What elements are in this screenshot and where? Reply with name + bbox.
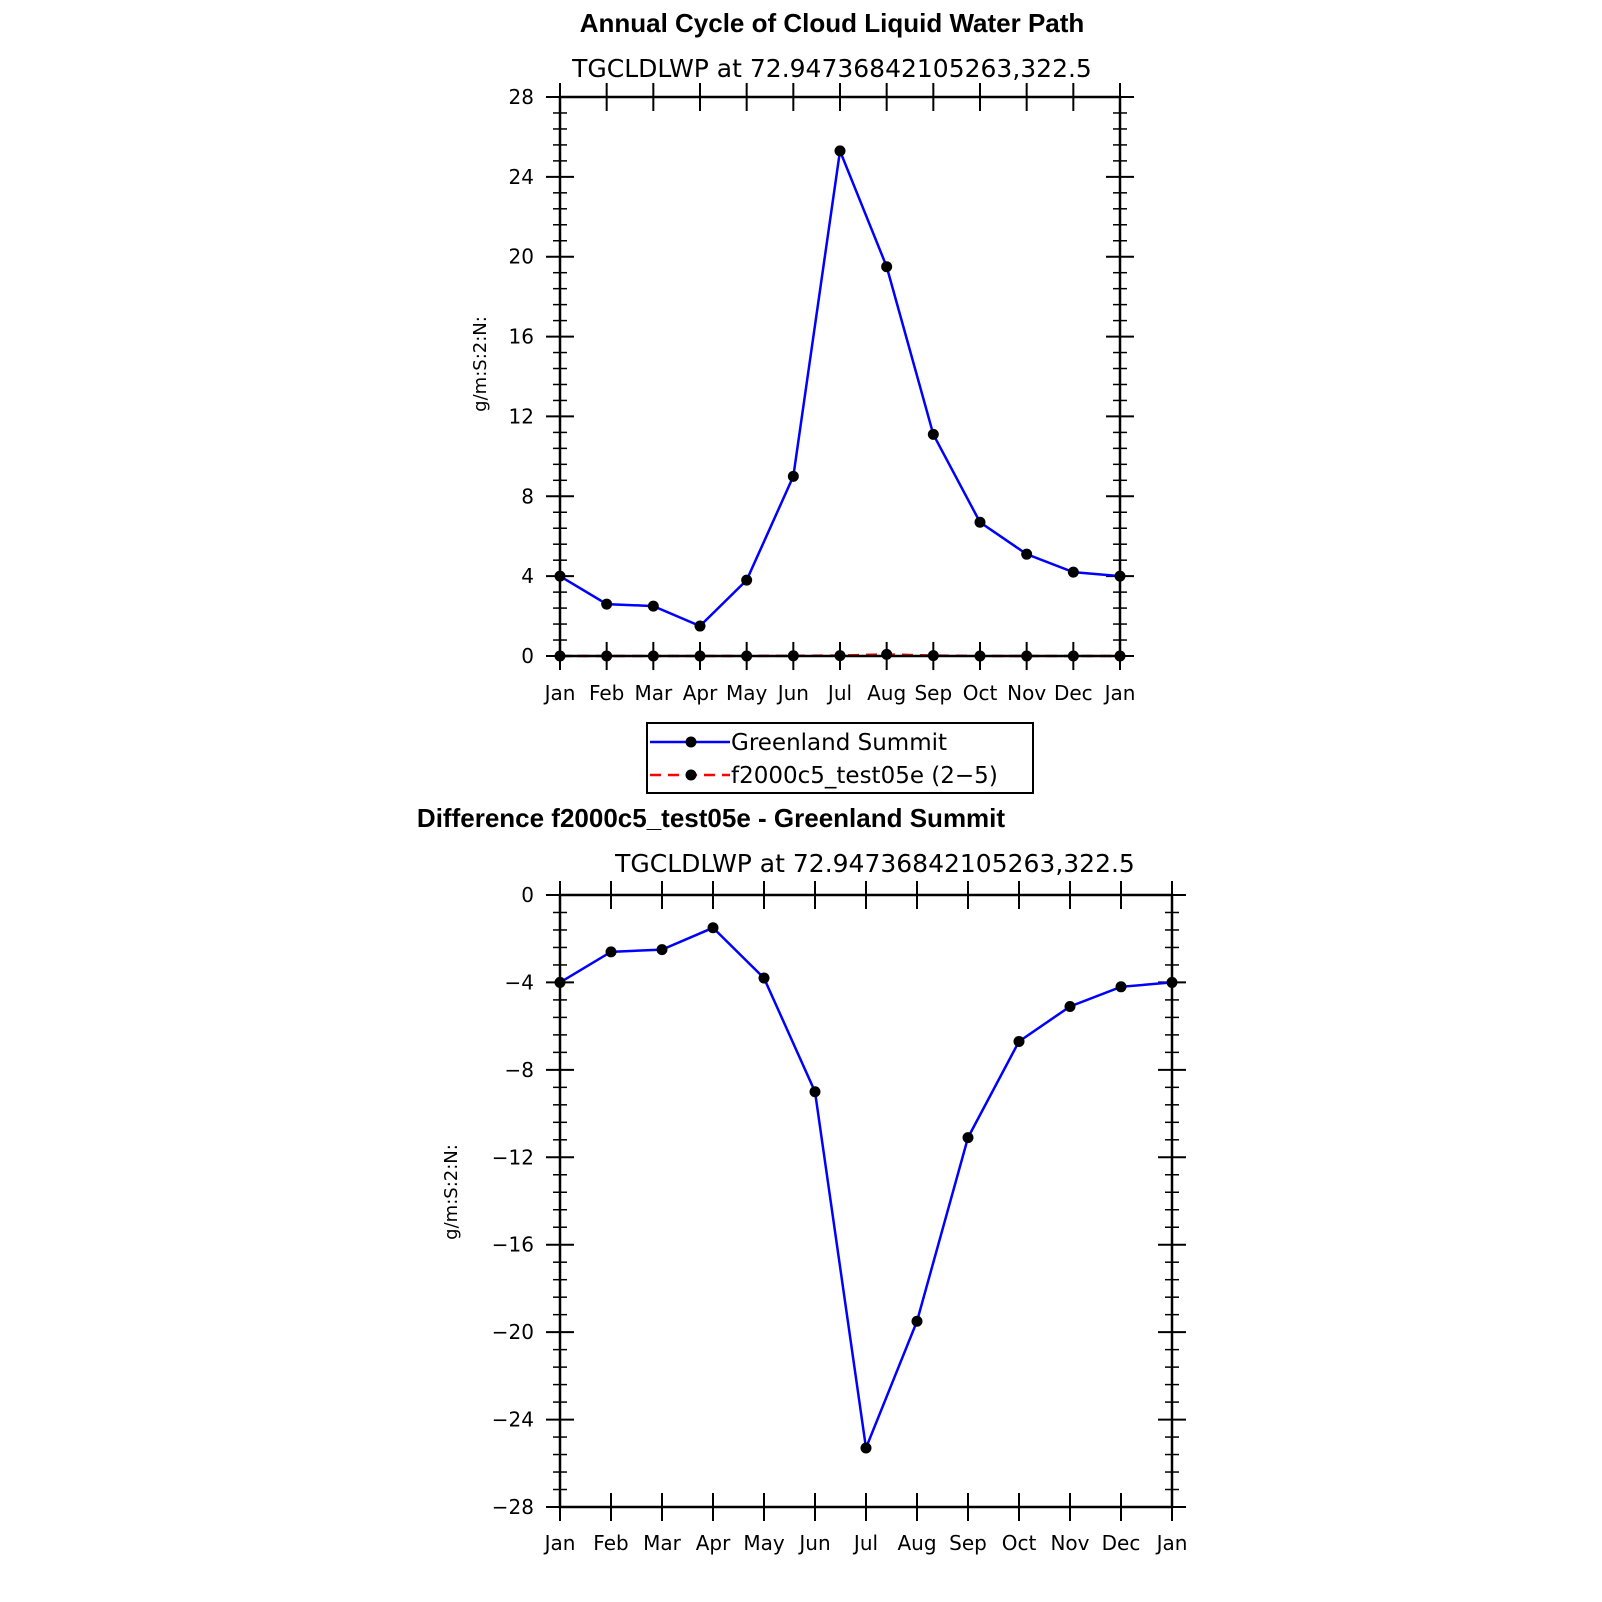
y-tick-label: 28 [508,85,534,109]
x-tick-label: Jan [1104,681,1136,705]
legend-label: Greenland Summit [731,730,948,756]
x-tick-label: Nov [1007,681,1047,705]
x-tick-label: Feb [593,1531,629,1555]
y-tick-label: −20 [491,1320,534,1345]
x-tick-label: Mar [643,1531,681,1555]
data-point [1021,549,1032,560]
y-tick-label: 0 [521,883,534,907]
y-tick-label: 20 [508,244,534,269]
chart-subtitle: TGCLDLWP at 72.94736842105263,322.5 [615,849,1135,878]
x-tick-label: Oct [1001,1531,1037,1555]
x-tick-label: Dec [1053,681,1093,705]
x-tick-label: Nov [1050,1531,1090,1555]
chart-subtitle: TGCLDLWP at 72.94736842105263,322.5 [572,54,1092,83]
chart-title: Annual Cycle of Cloud Liquid Water Path [579,8,1085,38]
legend-label: f2000c5_test05e (2−5) [731,763,998,789]
data-point [912,1316,923,1327]
data-point [975,517,986,528]
data-point [835,145,846,156]
x-tick-label: May [743,1531,785,1555]
data-point [601,599,612,610]
x-tick-label: Apr [682,681,718,705]
data-point [810,1086,821,1097]
y-tick-label: 12 [508,404,534,429]
y-tick-label: −8 [504,1057,534,1082]
y-tick-label: −28 [491,1495,534,1519]
x-tick-label: May [725,681,768,705]
data-point [788,471,799,482]
data-point [861,1442,872,1453]
x-tick-label: Jan [544,1531,576,1555]
data-point [1116,981,1127,992]
y-tick-label: 24 [508,164,534,189]
y-tick-label: −4 [504,970,534,995]
y-axis-label: g/m:S:2:N: [470,316,491,412]
y-axis-label: g/m:S:2:N: [441,1144,462,1240]
data-point [881,261,892,272]
x-tick-label: Jan [544,681,576,705]
y-tick-label: 4 [521,564,534,589]
data-point [928,429,939,440]
x-tick-label: Sep [949,1531,987,1555]
data-point [963,1132,974,1143]
x-tick-label: Aug [897,1531,937,1555]
x-tick-label: Apr [695,1531,731,1555]
y-tick-label: 16 [508,324,534,349]
x-tick-label: Jun [799,1531,831,1555]
x-tick-label: Feb [588,681,625,705]
data-point [708,922,719,933]
legend-marker [686,770,697,781]
data-point [759,973,770,984]
y-tick-label: −12 [491,1145,534,1170]
data-point [657,944,668,955]
x-tick-label: Oct [962,681,998,705]
data-point [648,601,659,612]
x-tick-label: Jan [1156,1531,1188,1555]
x-tick-label: Jul [827,681,853,705]
x-tick-label: Sep [914,681,953,705]
legend [647,723,1033,793]
x-tick-label: Mar [634,681,673,705]
data-point [1014,1036,1025,1047]
data-point [881,649,892,660]
y-tick-label: −24 [491,1407,534,1432]
legend-marker [686,737,697,748]
data-point [1065,1001,1076,1012]
x-tick-label: Dec [1101,1531,1141,1555]
y-tick-label: 8 [521,484,534,509]
x-tick-label: Aug [867,681,907,705]
data-point [1068,567,1079,578]
x-tick-label: Jun [777,681,809,705]
data-point [606,946,617,957]
y-tick-label: −16 [491,1232,534,1257]
x-tick-label: Jul [853,1531,879,1555]
data-point [695,621,706,632]
y-tick-label: 0 [521,644,534,668]
data-point [741,575,752,586]
chart-title: Difference f2000c5_test05e - Greenland Summit [416,803,1006,833]
